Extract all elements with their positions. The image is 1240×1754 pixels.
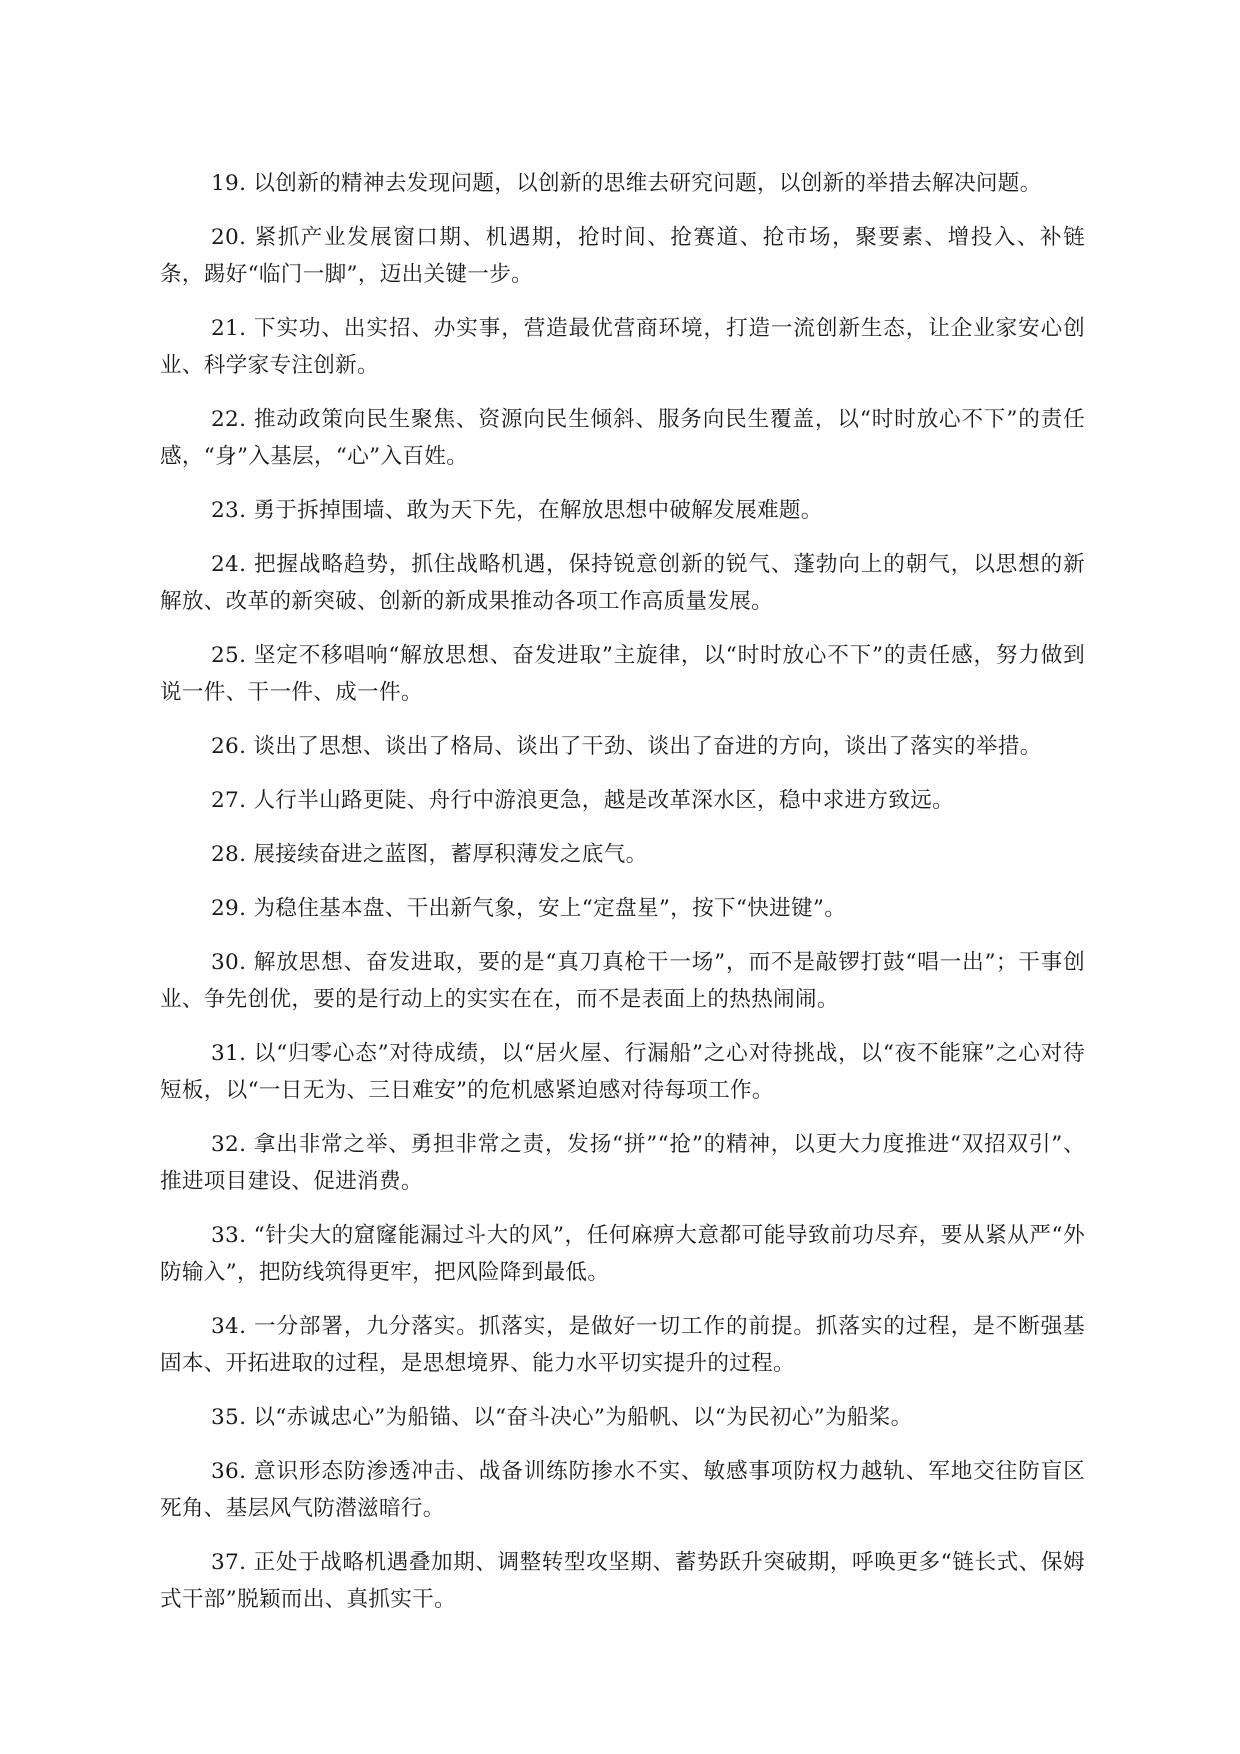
paragraph-19: 19. 以创新的精神去发现问题，以创新的思维去研究问题，以创新的举措去解决问题。 xyxy=(211,171,1042,196)
paragraph-34: 34. 一分部署，九分落实。抓落实，是做好一切工作的前提。抓落实的过程，是不断强基固本、开拓进取的过程，是思想境界、能力水平切实提升的过程。 xyxy=(160,1314,1085,1376)
paragraph-36: 36. 意识形态防渗透冲击、战备训练防掺水不实、敏感事项防权力越轨、军地交往防盲区死角、基层风气防潜滋暗行。 xyxy=(160,1459,1085,1521)
paragraph-24: 24. 把握战略趋势，抓住战略机遇，保持锐意创新的锐气、蓬勃向上的朝气，以思想的新解放、改革的新突破、创新的新成果推动各项工作高质量发展。 xyxy=(160,552,1085,614)
paragraph-25: 25. 坚定不移唱响“解放思想、奋发进取”主旋律，以“时时放心不下”的责任感，努力做到说一件、干一件、成一件。 xyxy=(160,643,1085,705)
paragraph-26: 26. 谈出了思想、谈出了格局、谈出了干劲、谈出了奋进的方向，谈出了落实的举措。 xyxy=(211,734,1042,759)
paragraph-29: 29. 为稳住基本盘、干出新气象，安上“定盘星”，按下“快进键”。 xyxy=(211,896,847,921)
paragraph-32: 32. 拿出非常之举、勇担非常之责，发扬“拼”“抢”的精神，以更大力度推进“双招双引”、推进项目建设、促进消费。 xyxy=(160,1132,1085,1194)
paragraph-33: 33. “针尖大的窟窿能漏过斗大的风”，任何麻痹大意都可能导致前功尽弃，要从紧从严“外防输入”，把防线筑得更牢，把风险降到最低。 xyxy=(160,1223,1085,1285)
paragraph-31: 31. 以“归零心态”对待成绩，以“居火屋、行漏船”之心对待挑战，以“夜不能寐”之心对待短板，以“一日无为、三日难安”的危机感紧迫感对待每项工作。 xyxy=(160,1041,1085,1103)
paragraph-21: 21. 下实功、出实招、办实事，营造最优营商环境，打造一流创新生态，让企业家安心创业、科学家专注创新。 xyxy=(160,316,1085,378)
paragraph-28: 28. 展接续奋进之蓝图，蓄厚积薄发之底气。 xyxy=(211,842,648,867)
paragraph-37: 37. 正处于战略机遇叠加期、调整转型攻坚期、蓄势跃升突破期，呼唤更多“链长式、保姆式干部”脱颖而出、真抓实干。 xyxy=(160,1550,1085,1612)
document-page xyxy=(160,165,1085,1635)
paragraph-30: 30. 解放思想、奋发进取，要的是“真刀真枪干一场”，而不是敲锣打鼓“唱一出”；干事创业、争先创优，要的是行动上的实实在在，而不是表面上的热热闹闹。 xyxy=(160,950,1085,1012)
paragraph-20: 20. 紧抓产业发展窗口期、机遇期，抢时间、抢赛道、抢市场，聚要素、增投入、补链条，踢好“临门一脚”，迈出关键一步。 xyxy=(160,225,1085,287)
paragraph-27: 27. 人行半山路更陡、舟行中游浪更急，越是改革深水区，稳中求进方致远。 xyxy=(211,788,955,813)
paragraph-22: 22. 推动政策向民生聚焦、资源向民生倾斜、服务向民生覆盖，以“时时放心不下”的责任感，“身”入基层，“心”入百姓。 xyxy=(160,407,1085,469)
paragraph-35: 35. 以“赤诚忠心”为船锚、以“奋斗决心”为船帆、以“为民初心”为船桨。 xyxy=(211,1405,913,1430)
paragraph-23: 23. 勇于拆掉围墙、敢为天下先，在解放思想中破解发展难题。 xyxy=(211,498,823,523)
